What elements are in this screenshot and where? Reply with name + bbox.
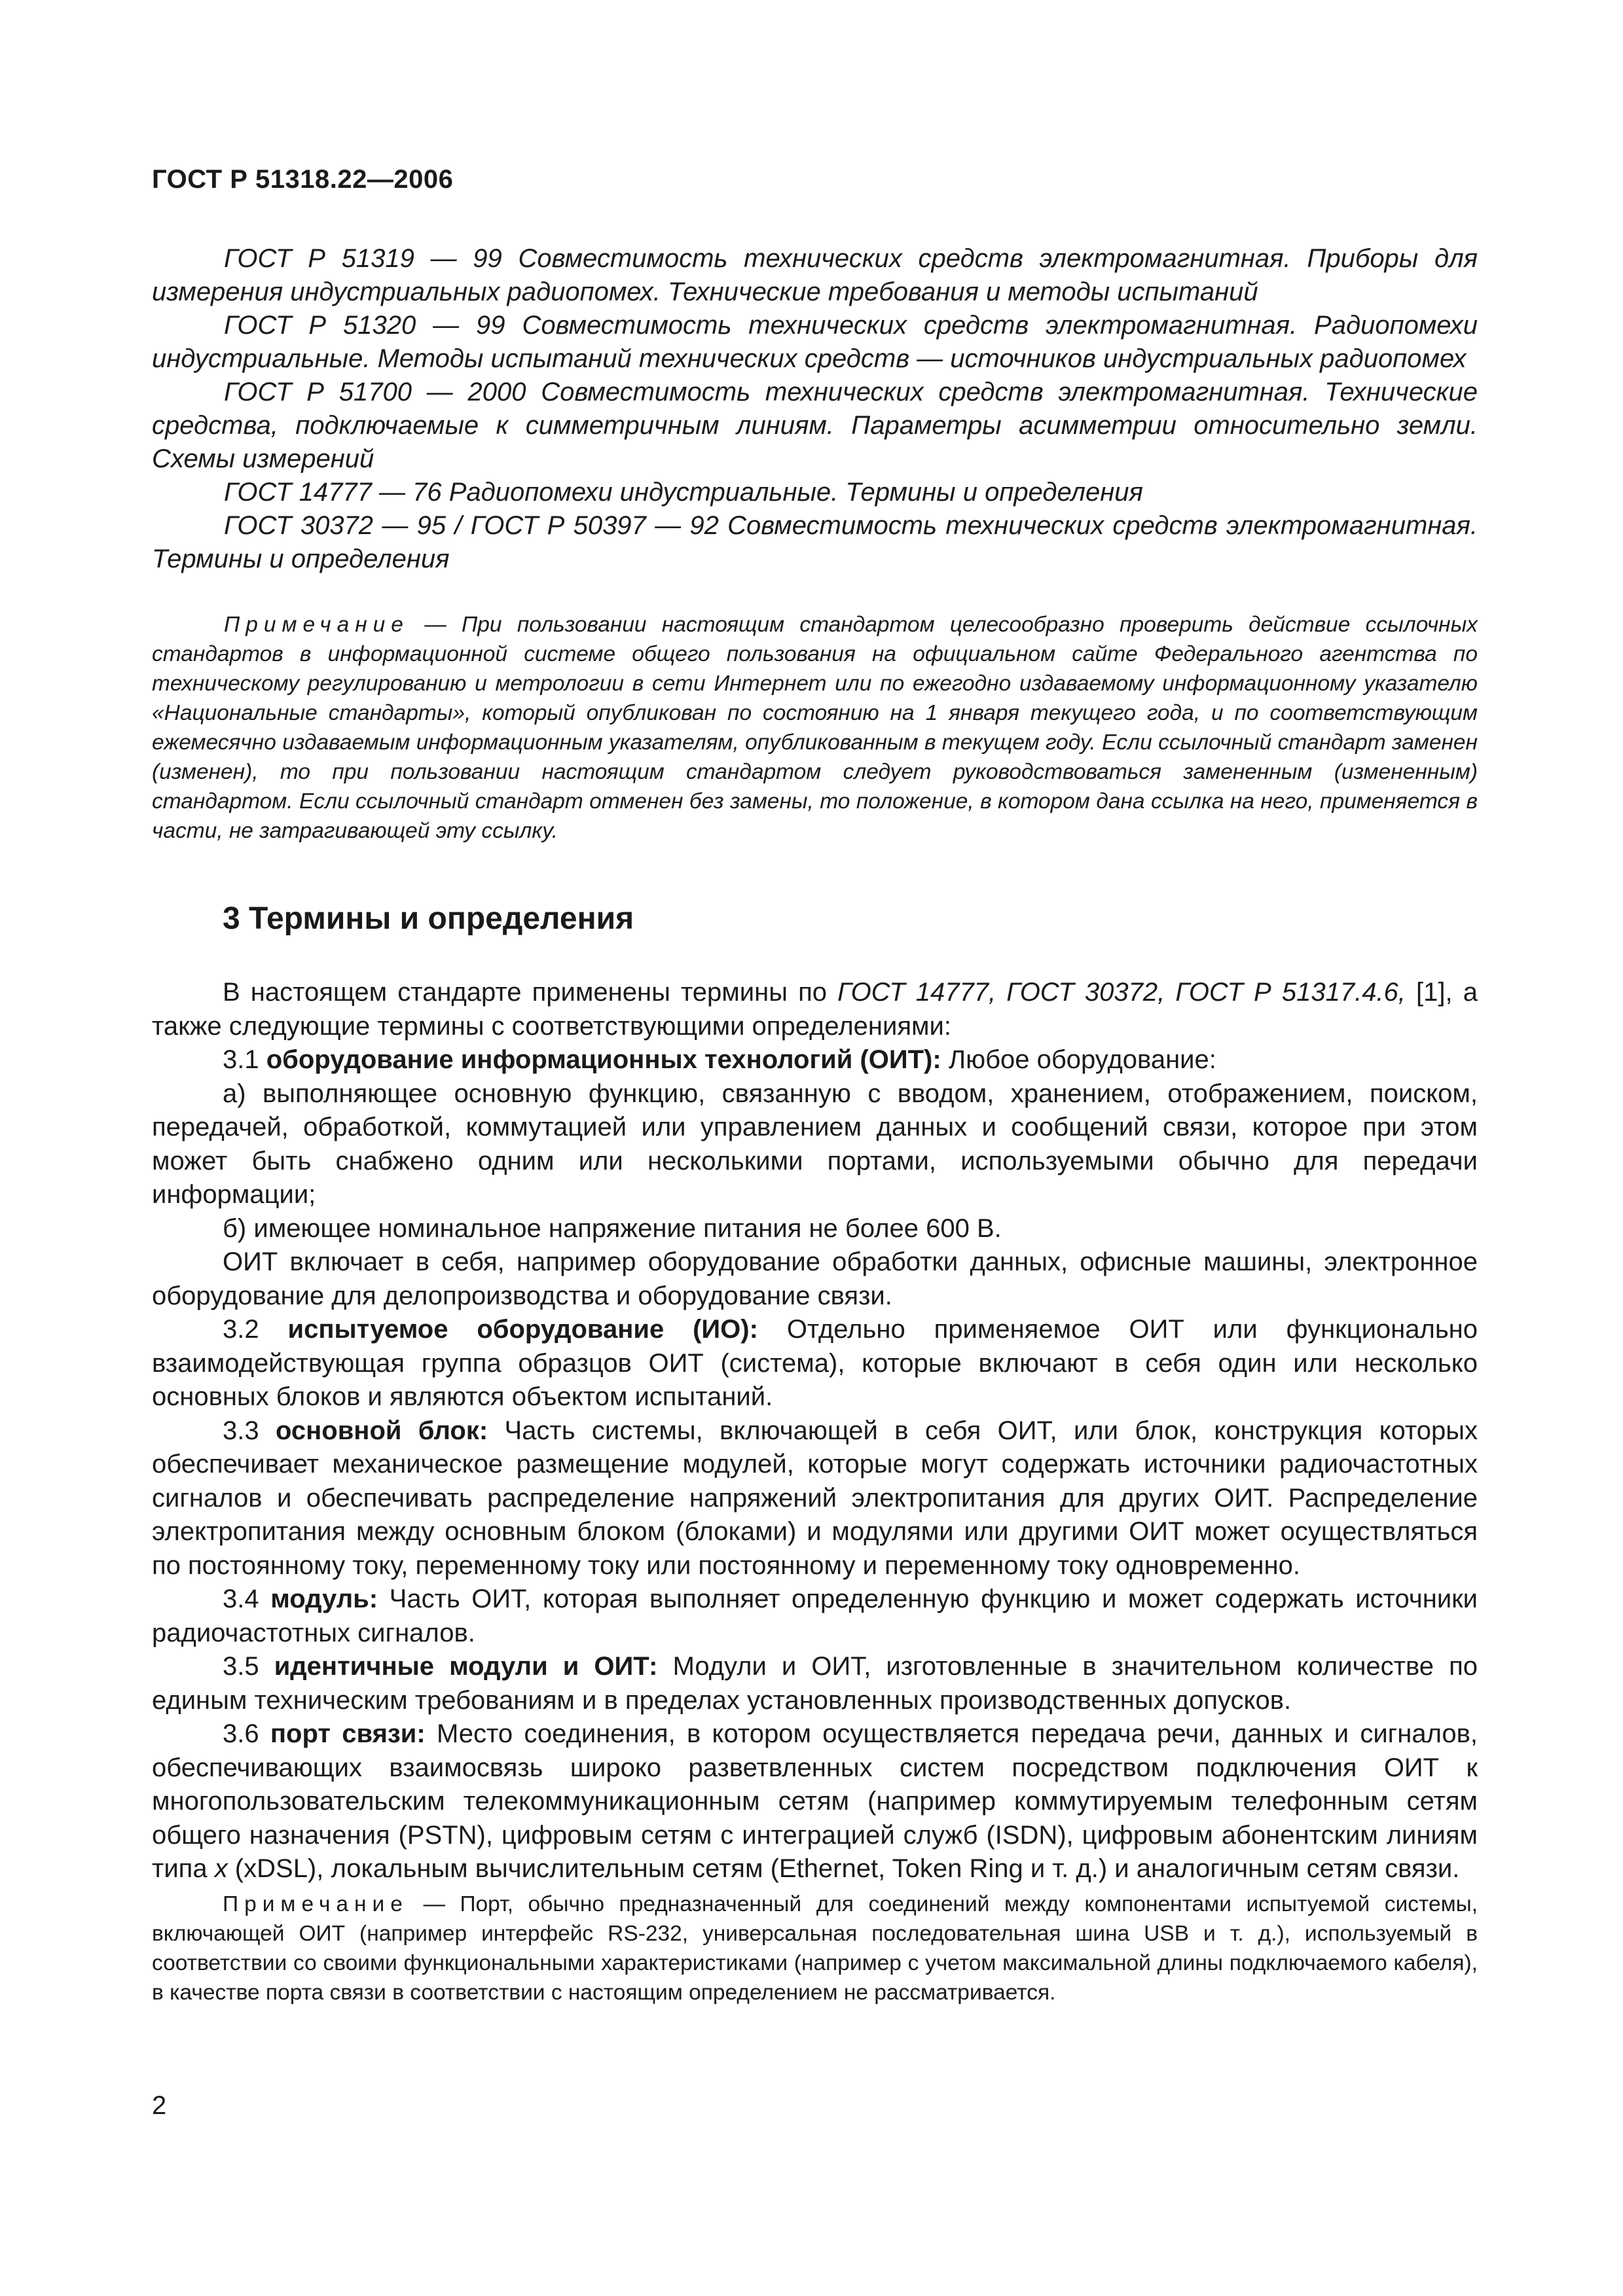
note-label: Примечание: [224, 613, 409, 637]
reference-item: ГОСТ 30372 — 95 / ГОСТ Р 50397 — 92 Совместимость технических средств электромагнитная. Термины и определения: [152, 511, 1478, 573]
term-3-1-item-b: б) имеющее номинальное напряжение питания не более 600 В.: [223, 1213, 1002, 1243]
reference-item: ГОСТ 14777 — 76 Радиопомехи индустриальные. Термины и определения: [224, 478, 1143, 507]
term-name: модуль:: [270, 1585, 378, 1613]
normative-references-list: [152, 242, 1478, 576]
term-3-6: 3.6 порт связи: Место соединения, в котором осуществляется передача речи, данных и сигналов, обеспечивающих взаимосвязь широко разветвленных систем посредством подключения ОИТ к многопользовательским телекоммуникационным сетям (например коммутируемым телефонным сетям общего назначения (PSTN), цифровым сетям с интеграцией служб (ISDN), цифровым абонентским линиям типа x (xDSL), локальным вычислительным сетям (Ethernet, Token Ring и т. д.) и аналогичным сетям связи.: [152, 1719, 1478, 1883]
terms-and-definitions: [152, 976, 1478, 1886]
term-3-1-explanation: ОИТ включает в себя, например оборудование обработки данных, офисные машины, электронное оборудование для делопроизводства и оборудование связи.: [152, 1247, 1478, 1310]
section-title: 3 Термины и определения: [223, 901, 634, 936]
note-text: — При пользовании настоящим стандартом целесообразно проверить действие ссылочных стандартов в информационной системе общего пользования на официальном сайте Федерального агентства по техническому регулированию и метрологии в сети Интернет или по ежегодно издаваемому информационному указателю «Национальные стандарты», который опубликован по состоянию на 1 января текущего года, и по соответствующим ежемесячно издаваемым информационным указателям, опубликованным в текущем году. Если ссылочный стандарт заменен (изменен), то при пользовании настоящим стандартом следует руководствоваться замененным (измененным) стандартом. Если ссылочный стандарт отменен без замены, то положение, в котором дана ссылка на него, применяется в части, не затрагивающей эту ссылку.: [152, 613, 1478, 843]
term-3-2: 3.2 испытуемое оборудование (ИО): Отдельно применяемое ОИТ или функционально взаимодействующая группа образцов ОИТ (система), которые включают в себя один или несколько основных блоков и являются объектом испытаний.: [152, 1315, 1478, 1411]
note-label: Примечание: [223, 1892, 409, 1916]
reference-item: ГОСТ Р 51320 — 99 Совместимость технических средств электромагнитная. Радиопомехи индустриальные. Методы испытаний технических средств — источников индустриальных радиопомех: [152, 311, 1478, 373]
document-code-header: ГОСТ Р 51318.22—2006: [152, 165, 454, 194]
term-name: испытуемое оборудование (ИО):: [287, 1315, 758, 1344]
term-3-1-item-a: а) выполняющее основную функцию, связанную с вводом, хранением, отображением, поиском, передачей, обработкой, коммутацией или управлением данных и сообщений связи, которое при этом может быть снабжено одним или несколькими портами, используемыми обычно для передачи информации;: [152, 1079, 1478, 1209]
communication-port-note: [152, 1890, 1478, 2007]
reference-item: ГОСТ Р 51700 — 2000 Совместимость технических средств электромагнитная. Технические средства, подключаемые к симметричным линиям. Параметры асимметрии относительно земли. Схемы измерений: [152, 378, 1478, 473]
term-name: порт связи:: [270, 1719, 426, 1748]
note-text: — Порт, обычно предназначенный для соединений между компонентами испытуемой системы, включающей ОИТ (например интерфейс RS-232, универсальная последовательная шина USB и т. д.), используемый в соответствии со своими функциональными характеристиками (например с учетом максимальной длины подключаемого кабеля), в качестве порта связи в соответствии с настоящим определением не рассматривается.: [152, 1892, 1478, 2005]
note-paragraph: [152, 610, 1478, 846]
term-name: основной блок:: [275, 1416, 488, 1445]
page-number: 2: [152, 2091, 167, 2120]
note-paragraph: [152, 1890, 1478, 2007]
term-name: оборудование информационных технологий (ОИТ):: [266, 1045, 941, 1074]
term-3-1: 3.1 оборудование информационных технологий (ОИТ): Любое оборудование:: [223, 1045, 1216, 1074]
references-note: [152, 610, 1478, 846]
intro-standard-refs: ГОСТ 14777, ГОСТ 30372, ГОСТ Р 51317.4.6,: [837, 978, 1406, 1007]
term-3-5: 3.5 идентичные модули и ОИТ: Модули и ОИТ, изготовленные в значительном количестве по единым техническим требованиям и в пределах установленных производственных допусков.: [152, 1652, 1478, 1715]
intro-paragraph: В настоящем стандарте применены термины по ГОСТ 14777, ГОСТ 30372, ГОСТ Р 51317.4.6, [1], а также следующие термины с соответствующими определениями:: [152, 978, 1478, 1041]
reference-item: ГОСТ Р 51319 — 99 Совместимость технических средств электромагнитная. Приборы для измерения индустриальных радиопомех. Технические требования и методы испытаний: [152, 244, 1478, 306]
term-name: идентичные модули и ОИТ:: [274, 1652, 658, 1681]
term-3-4: 3.4 модуль: Часть ОИТ, которая выполняет определенную функцию и может содержать источники радиочастотных сигналов.: [152, 1585, 1478, 1647]
term-3-3: 3.3 основной блок: Часть системы, включающей в себя ОИТ, или блок, конструкция которых обеспечивает механическое размещение модулей, которые могут содержать источники радиочастотных сигналов и обеспечивать распределение напряжений электропитания для других ОИТ. Распределение электропитания между основным блоком (блоками) и модулями или другими ОИТ может осуществляться по постоянному току, переменному току или постоянному и переменному току одновременно.: [152, 1416, 1478, 1580]
